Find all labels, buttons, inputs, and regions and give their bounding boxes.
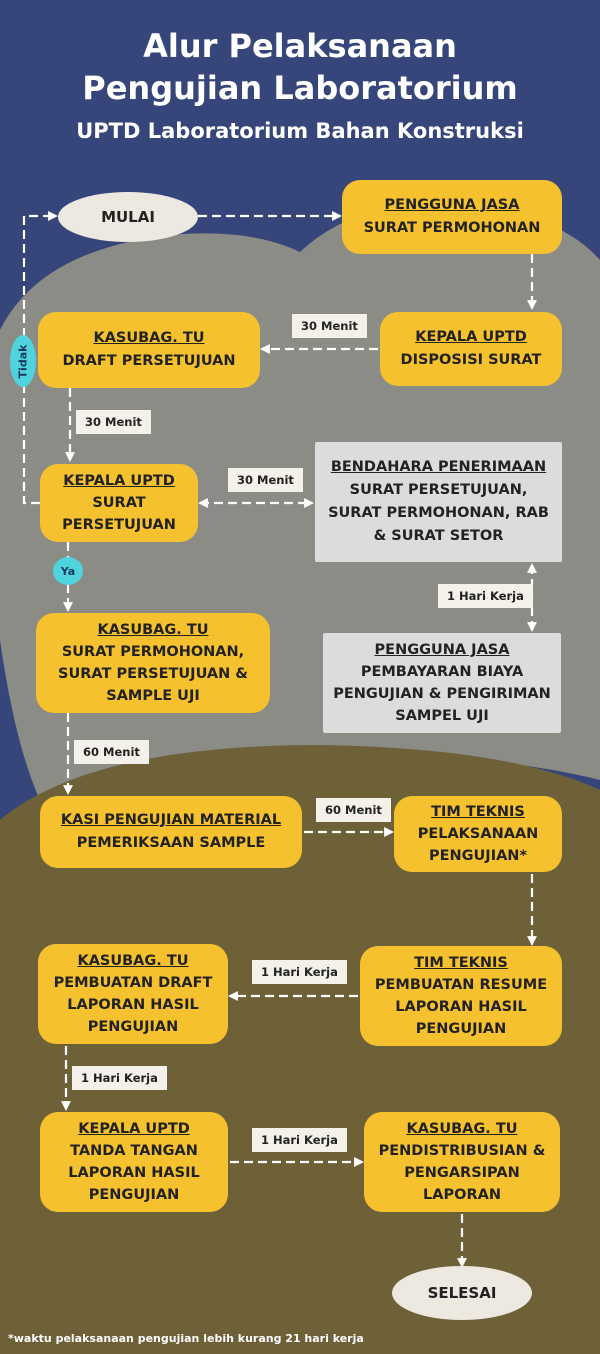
subtitle: UPTD Laboratorium Bahan Konstruksi [76,119,524,143]
node-kasubag-draft-persetujuan: KASUBAG. TU DRAFT PERSETUJUAN [38,312,260,388]
node-pengguna-jasa-pembayaran: PENGGUNA JASA PEMBAYARAN BIAYA PENGUJIAN & PENGIRIMAN SAMPEL UJI [323,633,561,733]
duration-label: 1 Hari Kerja [72,1066,167,1090]
node-kepala-uptd-surat-persetujuan: KEPALA UPTD SURAT PERSETUJUAN [40,464,198,542]
duration-label: 1 Hari Kerja [252,1128,347,1152]
node-tim-teknis-pelaksanaan: TIM TEKNIS PELAKSANAAN PENGUJIAN* [394,796,562,872]
title-line2: Pengujian Laboratorium [82,69,518,107]
node-tim-teknis-resume: TIM TEKNIS PEMBUATAN RESUME LAPORAN HASIL PENGUJIAN [360,946,562,1046]
node-kasubag-sample-uji: KASUBAG. TU SURAT PERMOHONAN, SURAT PERSETUJUAN & SAMPLE UJI [36,613,270,713]
duration-label: 1 Hari Kerja [252,960,347,984]
node-kasubag-pendistribusian: KASUBAG. TU PENDISTRIBUSIAN & PENGARSIPAN LAPORAN [364,1112,560,1212]
footnote: *waktu pelaksanaan pengujian lebih kurang 21 hari kerja [8,1332,364,1345]
duration-label: 60 Menit [316,798,391,822]
decision-yes-badge: Ya [53,557,83,585]
node-kepala-uptd-disposisi: KEPALA UPTD DISPOSISI SURAT [380,312,562,386]
duration-label: 30 Menit [292,314,367,338]
node-kepala-uptd-tanda-tangan: KEPALA UPTD TANDA TANGAN LAPORAN HASIL PENGUJIAN [40,1112,228,1212]
duration-label: 30 Menit [228,468,303,492]
node-bendahara-penerimaan: BENDAHARA PENERIMAAN SURAT PERSETUJUAN, SURAT PERMOHONAN, RAB & SURAT SETOR [315,442,562,562]
duration-label: 30 Menit [76,410,151,434]
duration-label: 60 Menit [74,740,149,764]
node-pengguna-jasa-surat-permohonan: PENGGUNA JASA SURAT PERMOHONAN [342,180,562,254]
node-kasubag-draft-laporan: KASUBAG. TU PEMBUATAN DRAFT LAPORAN HASIL PENGUJIAN [38,944,228,1044]
node-kasi-pengujian-material: KASI PENGUJIAN MATERIAL PEMERIKSAAN SAMPLE [40,796,302,868]
title-line1: Alur Pelaksanaan [143,27,457,65]
decision-no-badge: Tidak [10,335,36,387]
end-node: SELESAI [392,1266,532,1320]
duration-label: 1 Hari Kerja [438,584,533,608]
start-node: MULAI [58,192,198,242]
